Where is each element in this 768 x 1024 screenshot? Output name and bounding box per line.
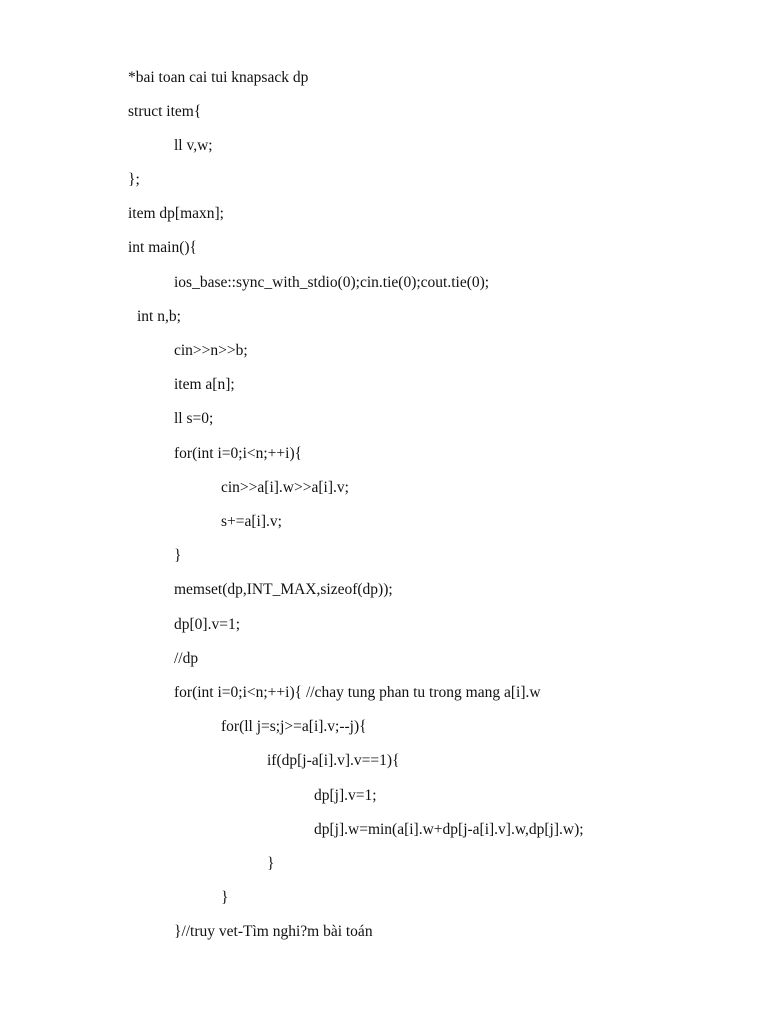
code-line: }; (128, 171, 140, 188)
code-line: dp[0].v=1; (174, 616, 240, 633)
code-line: dp[j].v=1; (314, 787, 377, 804)
code-line: s+=a[i].v; (221, 513, 282, 530)
code-line: cin>>a[i].w>>a[i].v; (221, 479, 349, 496)
code-line: } (267, 855, 275, 872)
code-line: for(ll j=s;j>=a[i].v;--j){ (221, 718, 367, 735)
code-line: for(int i=0;i<n;++i){ (174, 445, 303, 462)
code-line: for(int i=0;i<n;++i){ //chay tung phan tu trong mang a[i].w (174, 684, 541, 701)
code-line: ios_base::sync_with_stdio(0);cin.tie(0);cout.tie(0); (174, 274, 490, 291)
code-line: ll s=0; (174, 410, 214, 427)
code-line: cin>>n>>b; (174, 342, 248, 359)
code-line: int n,b; (137, 308, 181, 325)
code-line: memset(dp,INT_MAX,sizeof(dp)); (174, 581, 393, 598)
code-line: *bai toan cai tui knapsack dp (128, 69, 309, 86)
code-line: ll v,w; (174, 137, 213, 154)
code-line: }//truy vet-Tìm nghi?m bài toán (174, 923, 373, 940)
code-line: item dp[maxn]; (128, 205, 224, 222)
code-line: if(dp[j-a[i].v].v==1){ (267, 752, 400, 769)
code-line: int main(){ (128, 239, 197, 256)
code-line: } (174, 547, 182, 564)
code-line: item a[n]; (174, 376, 235, 393)
code-line: dp[j].w=min(a[i].w+dp[j-a[i].v].w,dp[j].w); (314, 821, 584, 838)
code-line: } (221, 889, 229, 906)
code-line: struct item{ (128, 103, 202, 120)
code-line: //dp (174, 650, 199, 667)
